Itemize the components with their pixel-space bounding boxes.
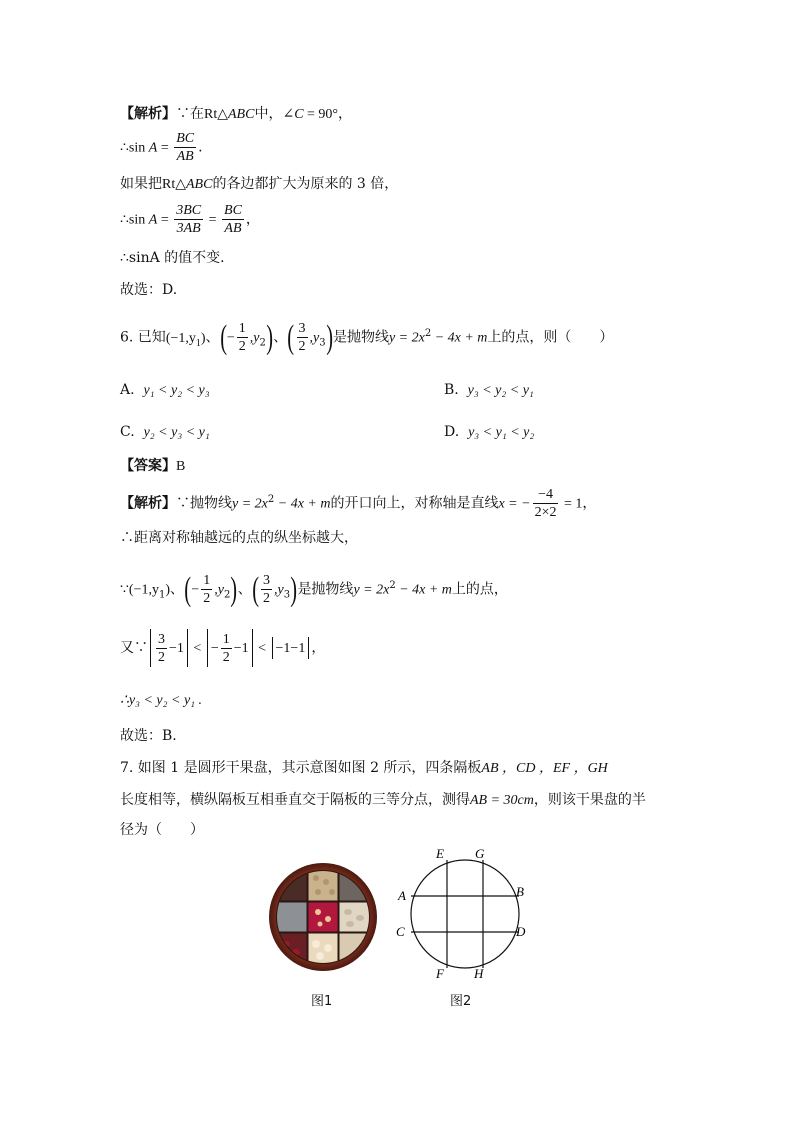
label-a: A [398, 888, 406, 903]
fraction-3-2: $\frac{3}{2}$ [298, 321, 306, 355]
caption-figure-1: 图1 [311, 994, 333, 1009]
solution-line-6: 故选：D. [120, 282, 178, 298]
solution2-line-5: ∴y₃ < y₂ < y₁ . [120, 693, 203, 708]
question-7-line-1: 7. 如图 1 是圆形干果盘，其示意图如图 2 所示，四条隔板AB ，CD ，EF ，GH [120, 760, 608, 776]
label-h: H [474, 966, 484, 981]
solution-line-5: ∴sinA 的值不变. [120, 250, 225, 266]
abs-value-2: − $\frac{1}{2}$ −1 [207, 629, 253, 667]
label-f: F [436, 966, 444, 981]
solution2-line-4: 又∵ $\frac{3}{2}$ −1 < − $\frac{1}{2}$ −1 < −1−1 ， [120, 628, 325, 669]
fruit-tray-image [268, 862, 378, 972]
fraction-3bc-3ab: $\frac{3BC}{3AB}$ [176, 203, 202, 236]
question-7-line-3: 径为（ ） [120, 822, 204, 838]
solution2-line-3: $\because(-1,y_1)$、(− $\frac{1}{2}$ $,y_2$)、( $\frac{3}{2}$ $,y_3$)是抛物线$y = 2x^2 - 4x + m$上的点， [120, 570, 508, 608]
solution2-line-2: ∴距离对称轴越远的点的纵坐标越大， [120, 530, 358, 546]
option-a[interactable]: A. y₁ < y₂ < y₃ [120, 382, 210, 398]
answer-tag: 【答案】 [120, 458, 176, 474]
fraction-1-2: $\frac{1}{2}$ [238, 321, 246, 355]
tray-diagram [392, 844, 532, 984]
solution-line-2: ∴sin A = $\frac{BC}{AB}$ . [120, 131, 203, 164]
answer-value: B [176, 459, 186, 474]
analysis-tag: 【解析】 [120, 106, 176, 122]
label-c: C [396, 924, 405, 939]
label-g: G [475, 846, 485, 861]
solution2-line-1: 【解析】∵抛物线$y = 2x^2 - 4x + m$的开口向上，对称轴是直线x = − $\frac{-4}{2\times 2}$ = 1， [120, 487, 597, 520]
analysis-tag-2: 【解析】 [120, 495, 176, 512]
option-d[interactable]: D. y₃ < y₁ < y₂ [444, 424, 535, 440]
label-b: B [516, 884, 524, 899]
label-d: D [516, 924, 526, 939]
solution-line-1: 【解析】∵在Rt△ABC中，∠C = 90°， [120, 106, 353, 122]
abs-value-3: −1−1 [272, 637, 310, 659]
question-7-line-2: 长度相等，横纵隔板互相垂直交于隔板的三等分点，测得AB = 30cm，则该干果盘的半 [120, 792, 646, 808]
fraction-bc-ab-2: $\frac{BC}{AB}$ [224, 203, 242, 236]
abs-value-1: $\frac{3}{2}$ −1 [150, 629, 188, 667]
solution-line-4: ∴sin A = $\frac{3BC}{3AB}$ = $\frac{BC}{AB}$ ， [120, 203, 260, 236]
solution-line-3: 如果把Rt△ABC的各边都扩大为原来的 3 倍， [120, 176, 399, 192]
question-6-stem: 6. 已知$(-1,y_1)$、(− $\frac{1}{2}$ $,y_2$)、( $\frac{3}{2}$ $,y_3$)是抛物线$y = 2x^2 - 4x + m$上的点，则（ ） [120, 318, 614, 356]
label-e: E [436, 846, 444, 861]
answer-line [120, 456, 185, 477]
option-c[interactable]: C. y₂ < y₃ < y₁ [120, 424, 210, 440]
caption-figure-2: 图2 [450, 994, 472, 1009]
tray-outline [411, 860, 519, 968]
solution2-line-6: 故选：B. [120, 728, 177, 744]
fraction-bc-ab: $\frac{BC}{AB}$ [176, 131, 195, 164]
option-b[interactable]: B. y₃ < y₂ < y₁ [444, 382, 534, 398]
fraction-axis: $\frac{-4}{2\times 2}$ [534, 487, 557, 520]
